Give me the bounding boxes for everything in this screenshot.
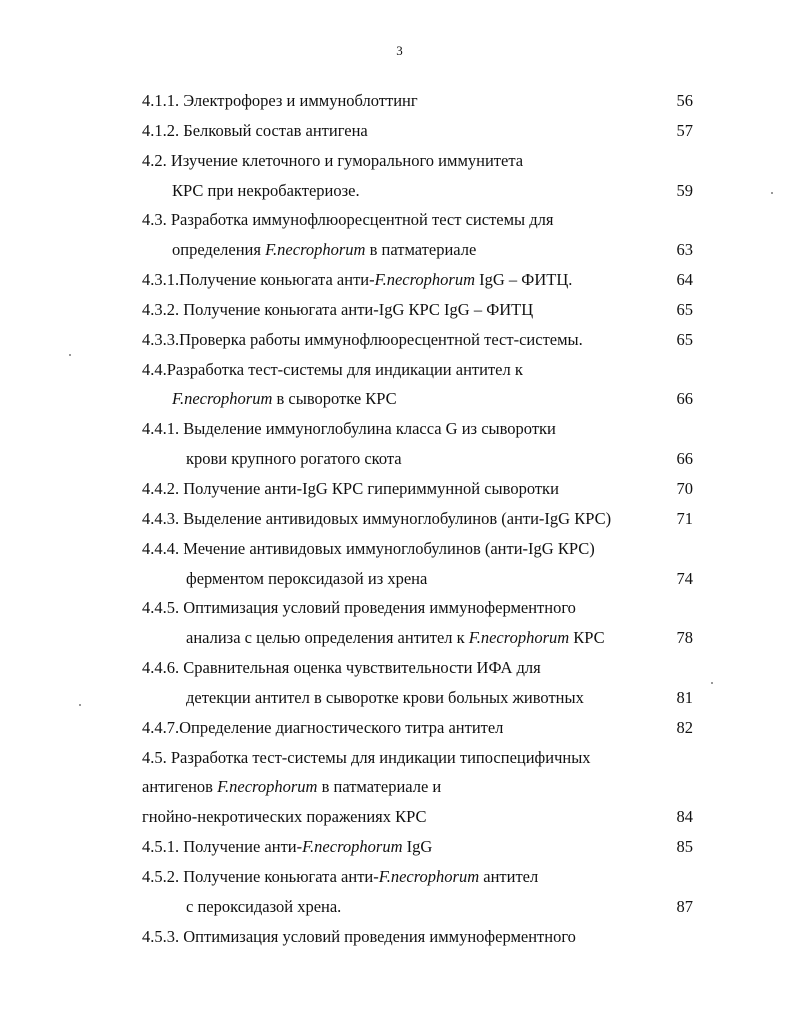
toc-entry-title: 4.4.4. Мечение антивидовых иммуноглобулинов (анти-IgG КРС)	[142, 538, 595, 558]
toc-entry-page: 78	[676, 628, 693, 648]
toc-entry	[0, 205, 799, 235]
toc-entry	[0, 444, 799, 474]
toc-entry-page: 64	[676, 270, 693, 290]
toc-entry-title: определения F.necrophorum в патматериале	[172, 240, 477, 260]
toc-entry-page: 70	[676, 478, 693, 498]
toc-entry-page: 56	[676, 91, 693, 110]
toc-entry	[0, 235, 799, 265]
toc-entry-title: антигенов F.necrophorum в патматериале и	[142, 777, 442, 797]
toc-entry	[0, 414, 799, 444]
toc-entry-title: 4.4.Разработка тест-системы для индикации антител к	[142, 359, 523, 379]
toc-entry-title: 4.1.1. Электрофорез и иммуноблоттинг	[142, 91, 418, 110]
toc-entry	[0, 862, 799, 892]
toc-entry-title: 4.4.6. Сравнительная оценка чувствительности ИФА для	[142, 658, 541, 678]
scan-speck	[771, 192, 773, 194]
toc-entry-page: 74	[676, 568, 693, 588]
page-number: 3	[396, 43, 403, 58]
toc-entry	[0, 86, 799, 116]
toc-entry-page: 87	[676, 896, 693, 916]
toc-entry-title: 4.4.5. Оптимизация условий проведения иммуноферментного	[142, 598, 576, 618]
toc-entry-title: ферментом пероксидазой из хрена	[186, 568, 428, 588]
toc-entry-page: 66	[676, 389, 693, 409]
toc-entry-title: 4.5.1. Получение анти-F.necrophorum IgG	[142, 837, 433, 857]
toc-entry	[0, 564, 799, 594]
toc-entry-title: 4.2. Изучение клеточного и гуморального иммунитета	[142, 150, 524, 170]
toc-entry	[0, 743, 799, 773]
toc-entry	[0, 176, 799, 206]
toc-entry-page: 82	[676, 717, 693, 737]
toc-entry-title: 4.4.7.Определение диагностического титра антител	[142, 717, 504, 737]
toc-entry-page: 65	[676, 299, 693, 319]
toc-entry-title: детекции антител в сыворотке крови больных животных	[186, 687, 584, 707]
toc-entry	[0, 683, 799, 713]
toc-entry	[0, 802, 799, 832]
toc-entry-title: КРС при некробактериозе.	[172, 180, 360, 200]
toc-entry	[0, 922, 799, 952]
toc-entry-title: анализа с целью определения антител к F.necrophorum КРС	[186, 628, 605, 648]
toc-entry-title: 4.3.2. Получение коньюгата анти-IgG КРС IgG – ФИТЦ	[142, 299, 534, 319]
toc-entry-page: 71	[676, 508, 693, 528]
toc-entry	[0, 265, 799, 295]
toc-entry-title: 4.4.2. Получение анти-IgG КРС гипериммунной сыворотки	[142, 478, 559, 498]
toc-entry	[0, 653, 799, 683]
toc-entry-title: гнойно-некротических поражениях КРС	[142, 807, 427, 827]
toc-entry-title: с пероксидазой хрена.	[186, 896, 342, 916]
toc-entry	[0, 534, 799, 564]
toc-entry	[0, 832, 799, 862]
toc-entry-title: 4.3. Разработка иммунофлюоресцентной тест системы для	[142, 210, 554, 230]
toc-entry	[0, 892, 799, 922]
toc-entry-title: 4.4.1. Выделение иммуноглобулина класса G из сыворотки	[142, 419, 556, 439]
toc-entry-page: 85	[676, 837, 693, 857]
toc-entry-page: 84	[676, 807, 693, 827]
toc-entry-title: 4.5.3. Оптимизация условий проведения иммуноферментного	[142, 926, 576, 946]
toc-entry-page: 81	[676, 687, 693, 707]
toc-entry	[0, 474, 799, 504]
toc-entry-page: 57	[676, 120, 693, 140]
toc-entry-title: 4.1.2. Белковый состав антигена	[142, 120, 368, 140]
toc-entry	[0, 355, 799, 385]
toc-entry-title: 4.5. Разработка тест-системы для индикации типоспецифичных	[142, 747, 591, 767]
toc-entry	[0, 623, 799, 653]
toc-entry	[0, 593, 799, 623]
toc-entry-title: F.necrophorum в сыворотке КРС	[172, 389, 397, 409]
toc-entry	[0, 504, 799, 534]
toc-entry-title: 4.5.2. Получение коньюгата анти-F.necrophorum антител	[142, 866, 539, 886]
toc-entry-title: крови крупного рогатого скота	[186, 449, 402, 469]
scan-speck	[69, 354, 71, 356]
toc-entry-title: 4.3.1.Получение коньюгата анти-F.necrophorum IgG – ФИТЦ.	[142, 270, 573, 290]
toc-entry-page: 66	[676, 449, 693, 469]
toc-entry-title: 4.3.3.Проверка работы иммунофлюоресцентной тест-системы.	[142, 329, 583, 349]
scan-speck	[711, 682, 713, 684]
toc-entry	[0, 116, 799, 146]
toc-entry	[0, 713, 799, 743]
toc-entry	[0, 295, 799, 325]
toc-entry	[0, 772, 799, 802]
toc-entry	[0, 325, 799, 355]
toc-entry	[0, 384, 799, 414]
toc-entry	[0, 146, 799, 176]
toc-entry-page: 59	[676, 180, 693, 200]
table-of-contents	[0, 86, 799, 951]
toc-entry-title: 4.4.3. Выделение антивидовых иммуноглобулинов (анти-IgG КРС)	[142, 508, 612, 528]
scan-speck	[79, 704, 81, 706]
toc-entry-page: 63	[676, 240, 693, 260]
toc-entry-page: 65	[676, 329, 693, 349]
